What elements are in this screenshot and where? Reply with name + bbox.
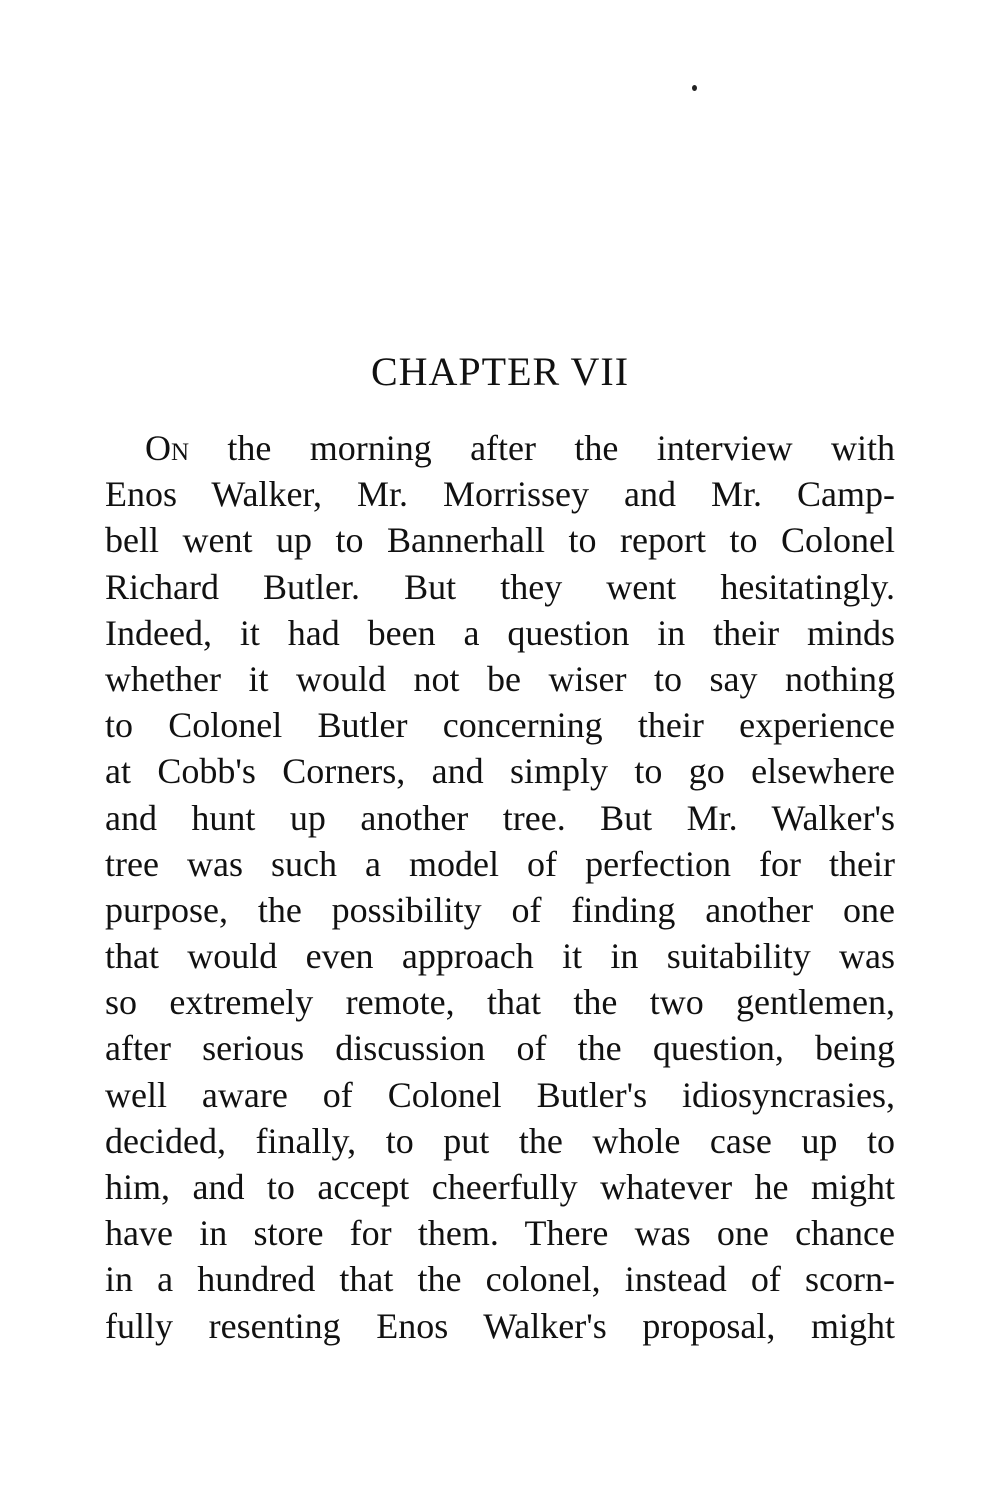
text-line-20: fully resenting Enos Walker's proposal, might [105, 1305, 895, 1346]
text-line-17: him, and to accept cheerfully whatever he might [105, 1167, 895, 1207]
text-line-2: Enos Walker, Mr. Morrissey and Mr. Camp- [105, 474, 895, 515]
text-line-19: in a hundred that the colonel, instead of scorn- [105, 1259, 895, 1300]
text-line-8: at Cobb's Corners, and simply to go elsewhere [105, 751, 895, 792]
text-line-13: so extremely remote, that the two gentlemen, [105, 982, 895, 1023]
text-line-1: On the morning after the interview with [145, 428, 895, 468]
text-line-9: and hunt up another tree. But Mr. Walker's [105, 797, 895, 838]
text-line-12: that would even approach it in suitability was [105, 936, 895, 977]
text-line-3: bell went up to Bannerhall to report to Colonel [105, 520, 895, 561]
text-line-14: after serious discussion of the question, being [105, 1028, 895, 1069]
chapter-heading: CHAPTER VII [370, 349, 630, 394]
text-line-10: tree was such a model of perfection for their [105, 843, 895, 884]
text-line-18: have in store for them. There was one chance [105, 1213, 895, 1254]
text-line-15: well aware of Colonel Butler's idiosyncrasies, [105, 1074, 895, 1115]
text-line-6: whether it would not be wiser to say nothing [105, 658, 895, 699]
opening-word: On [145, 428, 190, 468]
text-line-5: Indeed, it had been a question in their minds [105, 612, 895, 653]
text-line-4: Richard Butler. But they went hesitatingly. [105, 566, 895, 607]
text-line-16: decided, finally, to put the whole case up to [105, 1120, 895, 1161]
text-line-7: to Colonel Butler concerning their experience [105, 705, 895, 746]
chapter-body-paragraph [105, 425, 895, 1349]
text-line-11: purpose, the possibility of finding another one [105, 889, 895, 930]
print-speck [692, 85, 697, 91]
